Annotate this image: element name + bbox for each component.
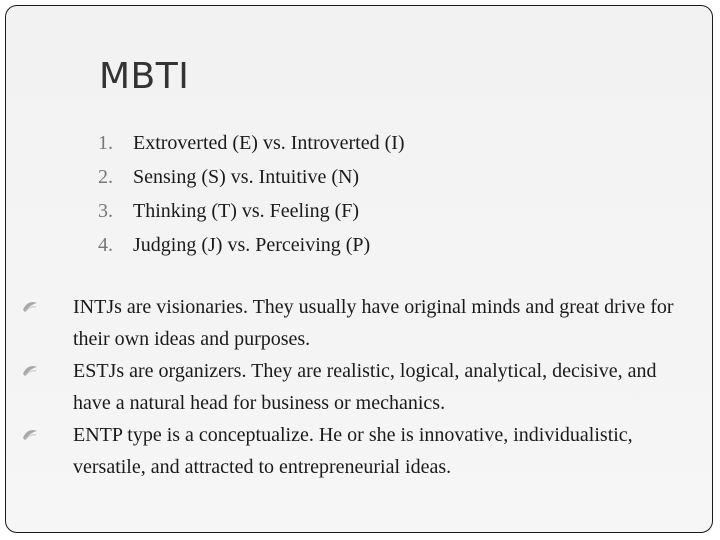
bullet-list <box>22 291 712 483</box>
list-item-text: Extroverted (E) vs. Introverted (I) <box>133 132 405 154</box>
bullet-list-item <box>22 291 693 355</box>
list-number: 2. <box>98 166 113 188</box>
slide-title: MBTI <box>99 56 190 97</box>
bullet-text: ESTJs are organizers. They are realistic, logical, analytical, decisive, and have a natural head for business or mechanics. <box>73 360 657 414</box>
list-number: 3. <box>98 200 113 222</box>
flourish-bullet-icon <box>22 427 38 443</box>
numbered-list-item <box>98 228 405 262</box>
numbered-list-item <box>98 126 405 160</box>
flourish-bullet-icon <box>22 363 38 379</box>
slide <box>5 5 713 533</box>
numbered-list-item <box>98 160 405 194</box>
list-item-text: Judging (J) vs. Perceiving (P) <box>133 234 371 256</box>
flourish-bullet-icon <box>22 299 38 315</box>
numbered-list <box>98 126 405 262</box>
list-item-text: Sensing (S) vs. Intuitive (N) <box>133 166 360 188</box>
bullet-text: ENTP type is a conceptualize. He or she is innovative, individualistic, versatile, and attracted to entrepreneurial ideas. <box>73 424 633 478</box>
numbered-list-item <box>98 194 405 228</box>
bullet-text: INTJs are visionaries. They usually have original minds and great drive for their own ideas and purposes. <box>73 296 674 350</box>
list-item-text: Thinking (T) vs. Feeling (F) <box>133 200 360 222</box>
bullet-list-item <box>22 419 693 483</box>
list-number: 1. <box>98 132 113 154</box>
bullet-list-item <box>22 355 693 419</box>
list-number: 4. <box>98 234 113 256</box>
